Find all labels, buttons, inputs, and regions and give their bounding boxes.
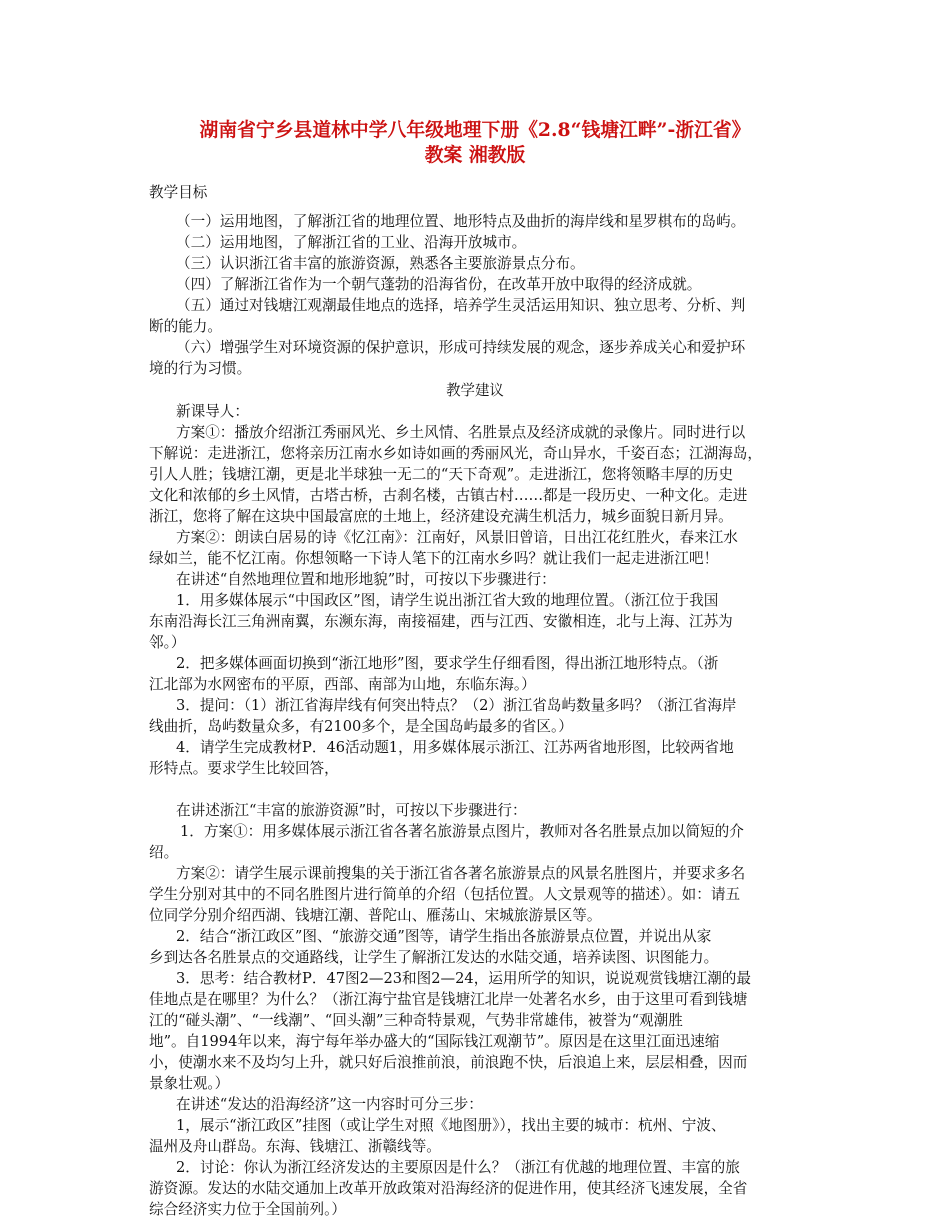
suggestion-line: 2．把多媒体画面切换到“浙江地形”图，要求学生仔细看图，得出浙江地形特点。（浙 [176, 655, 719, 672]
suggestion-line: 新课导人： [176, 403, 249, 420]
suggestions-heading: 教学建议 [446, 382, 504, 399]
suggestion-line: 1．用多媒体展示“中国政区”图，请学生说出浙江省大致的地理位置。（浙江位于我国 [176, 592, 719, 609]
suggestion-line: 2．讨论：你认为浙江经济发达的主要原因是什么？（浙江有优越的地理位置、丰富的旅 [176, 1159, 740, 1176]
objective-line: 断的能力。 [149, 318, 222, 335]
suggestion-line: 1，展示“浙江政区”挂图（或让学生对照《地图册》），找出主要的城市：杭州、宁波、 [176, 1117, 726, 1134]
suggestion-line: 浙江，您将了解在这块中国最富庶的土地上，经济建设充满生机活力，城乡面貌日新月异。 [149, 508, 733, 525]
objectives-heading: 教学目标 [149, 184, 208, 201]
suggestion-line: 学生分别对其中的不同名胜图片进行简单的介绍（包括位置。人文景观等的描述）。如：请五 [149, 886, 741, 903]
suggestion-line: 位同学分别介绍西湖、钱塘江潮、普陀山、雁荡山、宋城旅游景区等。 [149, 907, 602, 924]
objective-line: 境的行为习惯。 [149, 360, 252, 377]
suggestion-line: 方案②：朗读白居易的诗《忆江南》：江南好，风景旧曾谙，日出江花红胜火，春来江水 [176, 529, 738, 546]
suggestion-line: 邻。） [149, 634, 186, 651]
suggestion-line: 在讲述“自然地理位置和地形地貌”时，可按以下步骤进行： [176, 571, 556, 588]
suggestion-line: 游资源。发达的水陆交通加上改革开放政策对沿海经济的促进作用，使其经济飞速发展，全省 [149, 1180, 748, 1197]
suggestion-line: 江的“碰头潮”、“一线潮”、“回头潮”三种奇特景观，气势非常雄伟，被誉为“观潮胜 [149, 1012, 683, 1029]
suggestion-line: 景象壮观。） [149, 1075, 230, 1092]
suggestion-line: 综合经济实力位于全国前列。） [149, 1201, 347, 1218]
objective-line: （四）了解浙江省作为一个朝气蓬勃的沿海省份，在改革开放中取得的经济成就。 [176, 276, 702, 293]
suggestion-line: 绿如兰，能不忆江南。你想领略一下诗人笔下的江南水乡吗？就让我们一起走进浙江吧！ [149, 550, 719, 567]
document-title-line-1: 湖南省宁乡县道林中学八年级地理下册《2.8“钱塘江畔”-浙江省》 [199, 119, 751, 141]
suggestion-line: 方案②：请学生展示课前搜集的关于浙江省各著名旅游景点的风景名胜图片，并要求多名 [176, 865, 746, 882]
suggestion-line: 形特点。要求学生比较回答， [149, 760, 339, 777]
objective-line: （六）增强学生对环境资源的保护意识，形成可持续发展的观念，逐步养成关心和爱护环 [176, 339, 746, 356]
suggestion-line: 线曲折，岛屿数量众多，有2100多个，是全国岛屿最多的省区。） [149, 718, 573, 735]
suggestion-line: 引人人胜；钱塘江潮，更是北半球独一无二的“天下奇观”。走进浙江，您将领略丰厚的历史 [149, 466, 734, 483]
suggestion-line: 2．结合“浙江政区”图、“旅游交通”图等，请学生指出各旅游景点位置，并说出从家 [176, 928, 712, 945]
suggestion-line: 下解说：走进浙江，您将亲历江南水乡如诗如画的秀丽风光，奇山异水，千姿百态；江湖海岛， [149, 445, 762, 462]
objective-line: （五）通过对钱塘江观潮最佳地点的选择，培养学生灵活运用知识、独立思考、分析、判 [176, 297, 746, 314]
suggestion-line: 佳地点是在哪里？为什么？（浙江海宁盐官是钱塘江北岸一处著名水乡，由于这里可看到钱塘 [149, 991, 748, 1008]
suggestion-line: 在讲述“发达的沿海经济”这一内容时可分三步： [176, 1096, 483, 1113]
objective-line: （三）认识浙江省丰富的旅游资源，熟悉各主要旅游景点分布。 [176, 255, 585, 272]
suggestion-line: 1．方案①：用多媒体展示浙江省各著名旅游景点图片，教师对各名胜景点加以简短的介 [180, 823, 744, 840]
suggestion-line: 3．思考：结合教材P．47图2—23和图2—24，运用所学的知识，说说观赏钱塘江潮的最 [176, 970, 751, 987]
suggestion-line: 在讲述浙江“丰富的旅游资源”时，可按以下步骤进行： [176, 802, 527, 819]
objective-line: （一）运用地图，了解浙江省的地理位置、地形特点及曲折的海岸线和星罗棋布的岛屿。 [176, 213, 746, 230]
suggestion-line: 乡到达各名胜景点的交通路线，让学生了解浙江发达的水陆交通，培养读图、识图能力。 [149, 949, 719, 966]
suggestion-line: 江北部为水网密布的平原，西部、南部为山地，东临东海。） [149, 676, 536, 693]
document-title-line-2: 教案 湘教版 [424, 144, 526, 166]
suggestion-line: 方案①：播放介绍浙江秀丽风光、乡土风情、名胜景点及经济成就的录像片。同时进行以 [176, 424, 746, 441]
suggestion-line: 4．请学生完成教材P．46活动题1，用多媒体展示浙江、江苏两省地形图，比较两省地 [176, 739, 734, 756]
suggestion-line: 温州及舟山群岛。东海、钱塘江、浙赣线等。 [149, 1138, 441, 1155]
suggestion-line: 3．提问：（1）浙江省海岸线有何突出特点？（2）浙江省岛屿数量多吗？（浙江省海岸 [176, 697, 737, 714]
suggestion-line: 东南沿海长江三角洲南翼，东濒东海，南接福建，西与江西、安徽相连，北与上海、江苏为 [149, 613, 733, 630]
objective-line: （二）运用地图，了解浙江省的工业、沿海开放城市。 [176, 234, 527, 251]
suggestion-line: 绍。 [149, 844, 179, 861]
suggestion-line: 小，使潮水来不及均匀上升，就只好后浪推前浪，前浪跑不快，后浪追上来，层层相叠，因而 [149, 1054, 748, 1071]
suggestion-line: 地”。自1994年以来，海宁每年举办盛大的“国际钱江观潮节”。原因是在这里江面迅速缩 [149, 1033, 720, 1050]
suggestion-line: 文化和浓郁的乡土风情，古塔古桥，古刹名楼，古镇古村……都是一段历史、一种文化。走进 [149, 487, 748, 504]
